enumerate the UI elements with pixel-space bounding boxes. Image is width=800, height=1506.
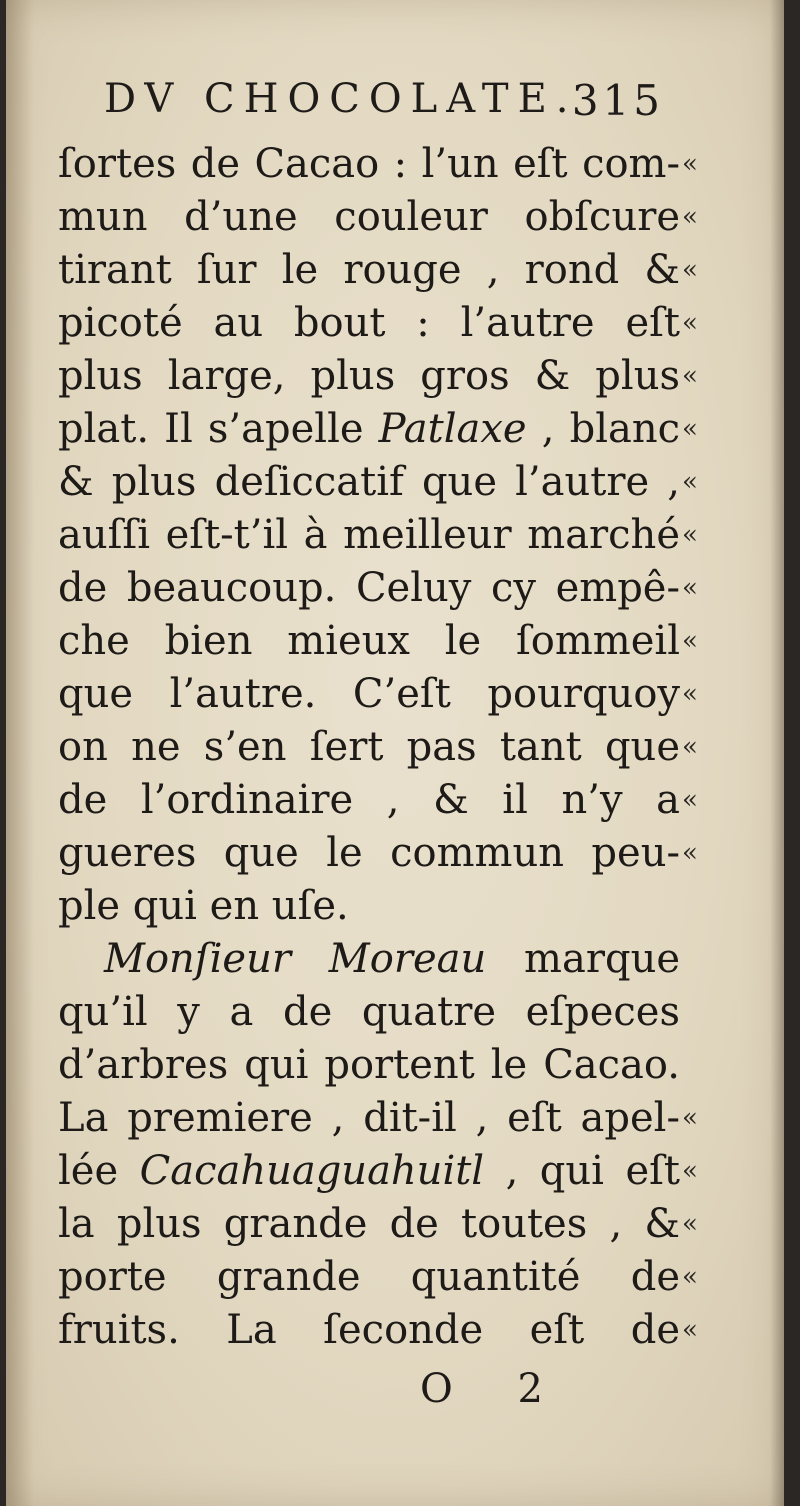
text-line: que l’autre. C’eſt pourquoy: [58, 671, 680, 717]
quotation-mark: «: [682, 732, 698, 762]
page-edge-shadow: [770, 0, 784, 1506]
text-segment: [291, 936, 329, 982]
text-line: gueres que le commun peu-: [58, 830, 680, 876]
text-segment: , blanc: [526, 406, 680, 452]
quotation-mark: «: [682, 414, 698, 444]
italic-term: Moreau: [328, 936, 487, 982]
text-line: plus large, plus gros & plus: [58, 353, 680, 399]
quotation-mark: «: [682, 202, 698, 232]
text-segment: , qui eſt: [484, 1148, 680, 1194]
quotation-mark: «: [682, 255, 698, 285]
body-text: [58, 138, 698, 1357]
quotation-mark: «: [682, 1315, 698, 1345]
text-line: la plus grande de toutes , &: [58, 1201, 680, 1247]
running-title: DV CHOCOLATE.: [104, 76, 578, 122]
signature-mark: O 2: [420, 1366, 569, 1412]
text-line: che bien mieux le ſommeil: [58, 618, 680, 664]
text-line: fruits. La ſeconde eſt de: [58, 1307, 680, 1353]
quotation-mark: «: [682, 149, 698, 179]
text-line: mun d’une couleur obſcure: [58, 194, 680, 240]
quotation-mark: «: [682, 1262, 698, 1292]
quotation-mark: «: [682, 308, 698, 338]
book-page: [6, 0, 784, 1506]
text-line: porte grande quantité de: [58, 1254, 680, 1300]
text-segment: plat. Il s’apelle: [58, 406, 379, 452]
text-line: La premiere , dit-il , eſt apel-: [58, 1095, 680, 1141]
text-line: [58, 933, 680, 986]
page-header: [104, 76, 664, 136]
text-segment: lée: [58, 1148, 140, 1194]
quotation-mark: «: [682, 1209, 698, 1239]
quotation-mark: «: [682, 520, 698, 550]
text-line: de l’ordinaire , & il n’y a: [58, 777, 680, 823]
text-line: [58, 403, 680, 456]
quotation-mark: «: [682, 626, 698, 656]
italic-term: Patlaxe: [378, 406, 527, 452]
text-line: picoté au bout : l’autre eſt: [58, 300, 680, 346]
quotation-mark: «: [682, 679, 698, 709]
text-line: on ne s’en ſert pas tant que: [58, 724, 680, 770]
text-line: [58, 1145, 680, 1198]
text-line: de beaucoup. Celuy cy empê-: [58, 565, 680, 611]
quotation-mark: «: [682, 1156, 698, 1186]
page-number: 315: [571, 76, 664, 125]
italic-term: Cacahuaguahuitl: [139, 1148, 485, 1194]
quotation-mark: «: [682, 838, 698, 868]
text-line: d’arbres qui portent le Cacao.: [58, 1042, 680, 1088]
page-gutter-shadow: [6, 0, 34, 1506]
quotation-mark: «: [682, 1103, 698, 1133]
quotation-mark: «: [682, 573, 698, 603]
text-segment: marque: [486, 936, 680, 982]
text-line: ſortes de Cacao : l’un eſt com-: [58, 141, 680, 187]
text-line: auſſi eſt-t’il à meilleur marché: [58, 512, 680, 558]
quotation-mark: «: [682, 785, 698, 815]
text-line: tirant ſur le rouge , rond &: [58, 247, 680, 293]
text-line: qu’il y a de quatre eſpeces: [58, 989, 680, 1035]
quotation-mark: «: [682, 361, 698, 391]
text-line: & plus deſiccatif que l’autre ,: [58, 459, 680, 505]
italic-term: Monſieur: [104, 936, 291, 982]
quotation-mark: «: [682, 467, 698, 497]
text-line: ple qui en uſe.: [58, 883, 349, 929]
